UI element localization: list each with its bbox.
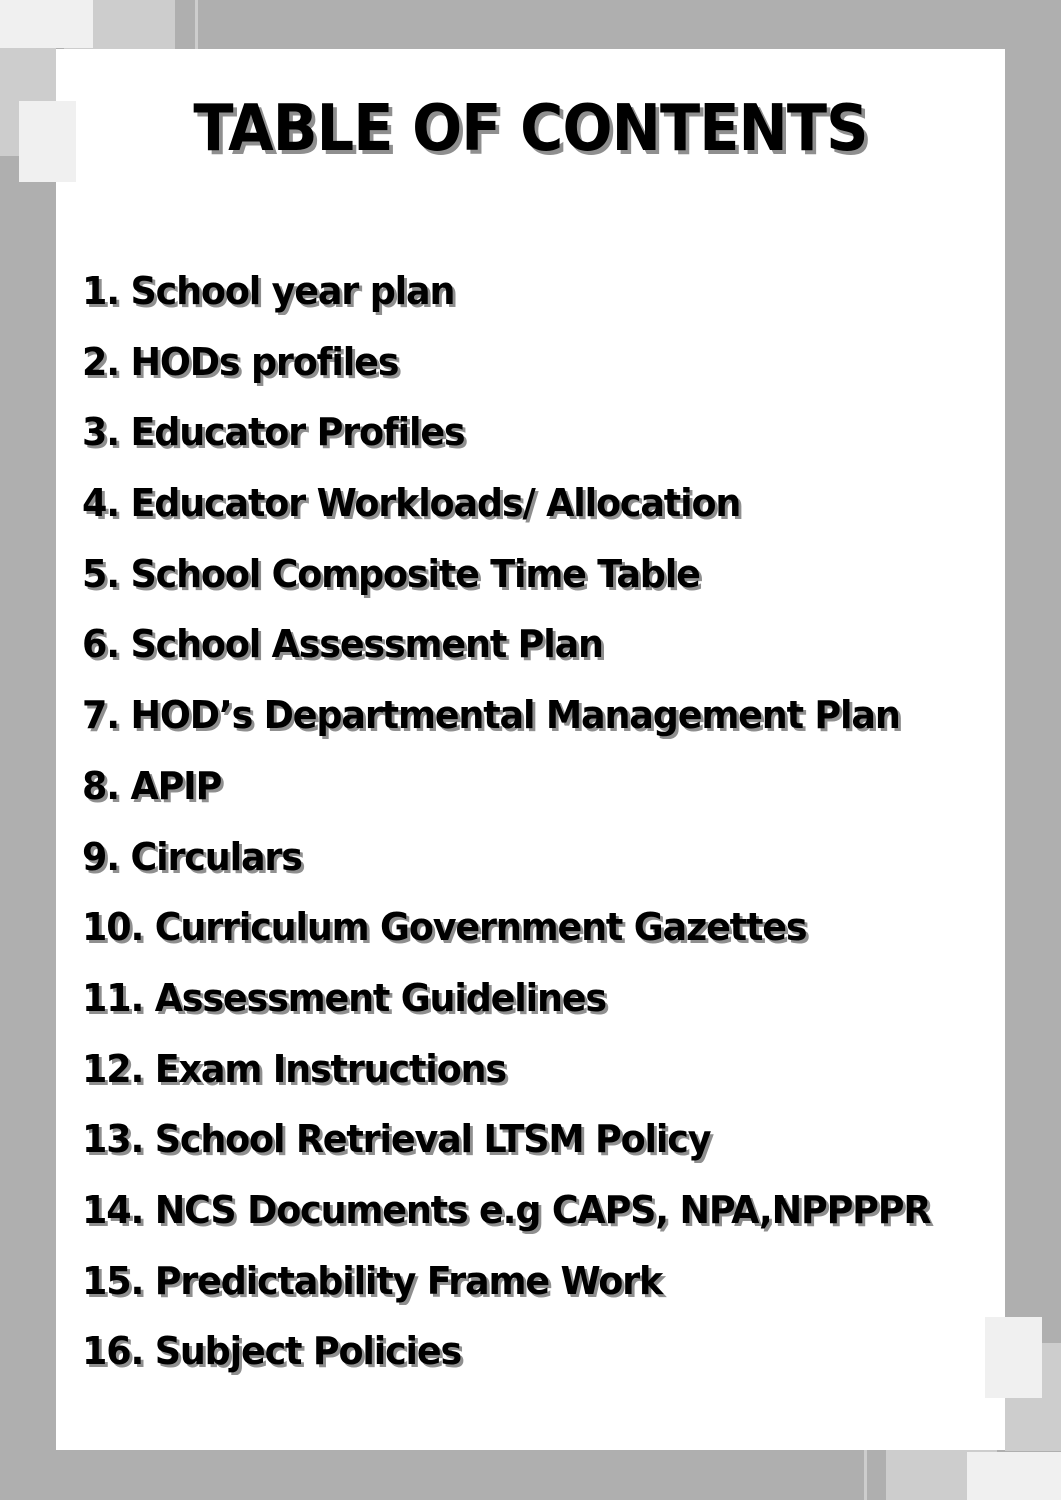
toc-item bbox=[82, 833, 930, 904]
toc-item bbox=[82, 338, 930, 409]
corner-decoration-block bbox=[19, 101, 76, 182]
toc-item-label: Curriculum Government Gazettes bbox=[154, 905, 807, 950]
toc-item bbox=[82, 1045, 930, 1116]
toc-item-number: 2. bbox=[82, 339, 119, 384]
toc-item bbox=[82, 974, 930, 1045]
corner-decoration-block bbox=[967, 1452, 1061, 1500]
toc-item bbox=[82, 479, 930, 550]
toc-item-label: School year plan bbox=[130, 269, 455, 313]
toc-item bbox=[82, 620, 930, 691]
toc-item bbox=[82, 1257, 930, 1328]
toc-item-number: 1. bbox=[82, 269, 119, 313]
toc-item bbox=[82, 903, 930, 974]
toc-item bbox=[82, 408, 930, 479]
toc-item-number: 7. bbox=[82, 693, 119, 738]
toc-item bbox=[82, 1115, 930, 1186]
toc-item-number: 8. bbox=[82, 763, 119, 808]
toc-item-number: 6. bbox=[82, 622, 119, 667]
toc-item-label: School Assessment Plan bbox=[130, 622, 603, 667]
toc-item bbox=[82, 762, 930, 833]
toc-item-number: 5. bbox=[82, 551, 119, 596]
toc-item-label: Educator Profiles bbox=[130, 410, 465, 455]
toc-item-label: NCS Documents e.g CAPS, NPA,NPPPPR bbox=[154, 1187, 931, 1232]
table-of-contents-list bbox=[82, 267, 966, 1398]
toc-item-label: HOD’s Departmental Management Plan bbox=[130, 693, 900, 738]
toc-item-label: Predictability Frame Work bbox=[154, 1258, 663, 1303]
toc-item-number: 16. bbox=[82, 1329, 144, 1374]
toc-item-number: 4. bbox=[82, 481, 119, 526]
toc-item-number: 14. bbox=[82, 1187, 144, 1232]
toc-item-label: Circulars bbox=[130, 834, 302, 879]
toc-item-label: Subject Policies bbox=[154, 1329, 462, 1374]
toc-item-label: Exam Instructions bbox=[154, 1046, 506, 1091]
toc-item bbox=[82, 267, 930, 338]
toc-item-label: APIP bbox=[130, 763, 222, 808]
toc-item bbox=[82, 691, 930, 762]
toc-item-number: 13. bbox=[82, 1117, 144, 1162]
toc-item-number: 10. bbox=[82, 905, 144, 950]
toc-item bbox=[82, 1186, 930, 1257]
toc-item-number: 12. bbox=[82, 1046, 144, 1091]
toc-item-label: HODs profiles bbox=[130, 339, 399, 384]
toc-item-number: 15. bbox=[82, 1258, 144, 1303]
toc-item bbox=[82, 1327, 930, 1398]
toc-item-number: 3. bbox=[82, 410, 119, 455]
toc-item-number: 9. bbox=[82, 834, 119, 879]
content-panel bbox=[56, 49, 1005, 1450]
toc-item-label: School Composite Time Table bbox=[130, 551, 700, 596]
toc-item-label: Educator Workloads/ Allocation bbox=[130, 481, 741, 526]
toc-item-label: School Retrieval LTSM Policy bbox=[154, 1117, 711, 1162]
toc-item bbox=[82, 550, 930, 621]
toc-item-label: Assessment Guidelines bbox=[154, 975, 606, 1020]
toc-item-number: 11. bbox=[82, 975, 144, 1020]
corner-decoration-block bbox=[985, 1317, 1042, 1398]
page-title: TABLE OF CONTENTS bbox=[193, 92, 868, 166]
corner-decoration-block bbox=[0, 0, 93, 48]
